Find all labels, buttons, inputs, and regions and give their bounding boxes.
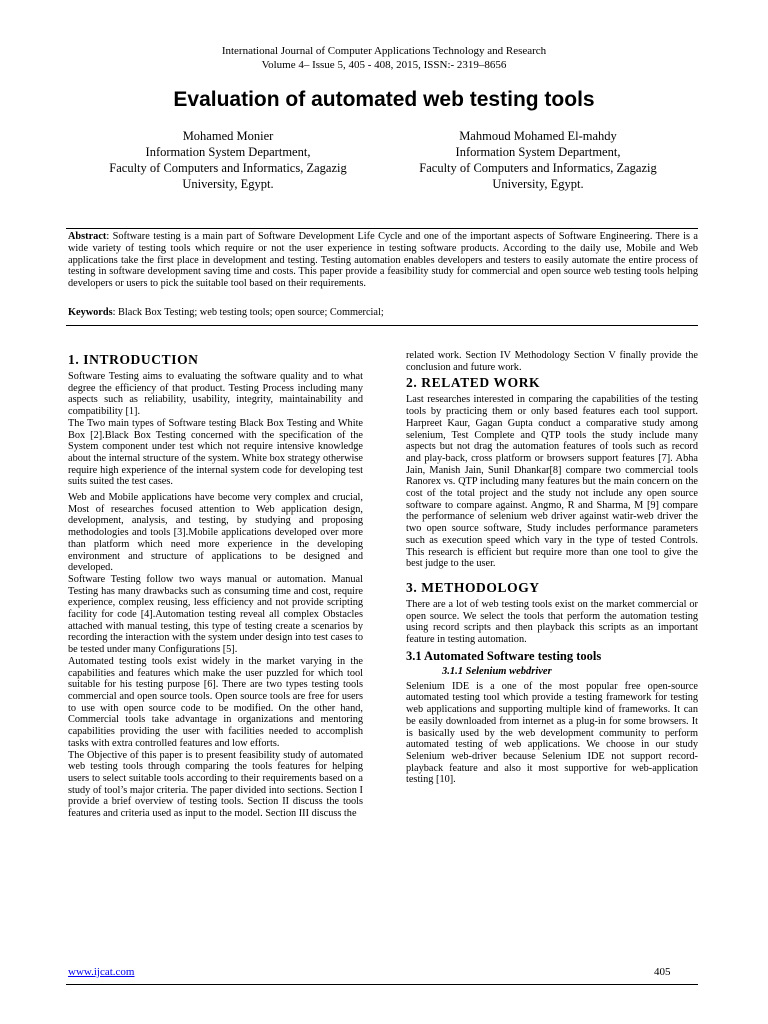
- journal-name: International Journal of Computer Applications Technology and Research: [221, 45, 547, 57]
- keywords-text: : Black Box Testing; web testing tools; open source; Commercial;: [112, 307, 384, 318]
- author-department: Information System Department,: [145, 145, 311, 159]
- footer-divider: [66, 984, 698, 985]
- abstract: [68, 231, 698, 290]
- paragraph: Software Testing aims to evaluating the software quality and to what degree the efficiency of that product. Testing Process including many aspects such as reliability, usability, integrity, maintainability and compatibility [1].: [68, 371, 363, 418]
- paper-title: Evaluation of automated web testing tools: [173, 88, 595, 111]
- journal-website-link[interactable]: www.ijcat.com: [68, 966, 135, 978]
- author-department: Information System Department,: [455, 145, 621, 159]
- paragraph: Last researches interested in comparing the capabilities of the testing tools by practicing them or only based features each tool support. Harpreet Kaur, Gagan Gupta conduct a comparative study among selenium, Test Complete and QTP tools the study include many aspects but not drag the automation features of tools such as record and play-back, cross platform or browsers support features [7]. Abha Jain, Manish Jain, Sunil Dhankar[8] compare two commercial tools Ranorex vs. QTP including many features but the main concern on the cost of the total project and the study not include any open source software to compare against. Angmo, R and Sharma, M [9] compare the performance of selenium web driver against watir-web driver the two open source software, Study includes performance parameters such as execution speed which vary in the type of tested Controls. This research is efficient but require more than one tool to give the best judge to the user.: [406, 394, 698, 570]
- author-faculty: Faculty of Computers and Informatics, Zagazig: [419, 161, 657, 175]
- section-heading-methodology: 3. METHODOLOGY: [406, 579, 540, 595]
- keywords: [68, 307, 698, 319]
- page-number: 405: [654, 966, 671, 978]
- paragraph: There are a lot of web testing tools exist on the market commercial or open source. We select the tools that perform the automation testing using record scripts and then playback this scripts as an important feature in testing automation.: [406, 598, 698, 646]
- abstract-text: : Software testing is a main part of Software Development Life Cycle and one of the important aspects of Software Engineering. There is a wide variety of testing tools which require or not the user experience in testing software products. According to the daily use, Mobile and Web applications take the first place in development and testing. Testing automation enables developers and testers to easily automate the entire process of testing in software development saving time and costs. This paper provide a feasibility study for commercial and open source web testing tools helping developers or users to pick the suitable tool based on their requirements.: [68, 231, 698, 290]
- section-heading-introduction: 1. INTRODUCTION: [68, 352, 199, 367]
- author-block-1: [68, 128, 388, 192]
- author-university: University, Egypt.: [182, 177, 274, 191]
- left-column: [68, 350, 363, 820]
- subsection-heading: 3.1 Automated Software testing tools: [406, 648, 602, 663]
- paragraph: related work. Section IV Methodology Section V finally provide the conclusion and future work.: [406, 350, 698, 373]
- author-name: Mahmoud Mohamed El-mahdy: [459, 129, 617, 143]
- paragraph: The Objective of this paper is to present feasibility study of automated web testing tools through comparing the tools features for helping users to select suitable tools according to their requirements based on a study of tool’s major criteria. The paper divided into sections. Section I provide a brief overview of testing tools. Section II discuss the tools features and criteria used as input to the model. Section III discuss the: [68, 749, 363, 820]
- keywords-label: Keywords: [68, 307, 113, 318]
- journal-volume: Volume 4– Issue 5, 405 - 408, 2015, ISSN:- 2319–8656: [261, 59, 507, 71]
- paragraph: Software Testing follow two ways manual or automation. Manual Testing has many drawbacks such as consuming time and cost, require experience, complex reusing, less efficiency and not provide scripting facility for code [4].Automation testing reveal all complex Obstacles attached with manual testing, this type of testing create a scenarios by recording the interaction with the system under design into test cases to be tested under many Configurations [5].: [68, 573, 363, 656]
- paragraph: Web and Mobile applications have become very complex and crucial, Most of researches focused attention to Web application design, development, analysis, and testing, by studying and proposing methodologies and tools [3].Mobile applications developed over more than platform which need more experience in the developing environment and structure of applications to be designed and developed.: [68, 492, 363, 574]
- section-heading-related-work: 2. RELATED WORK: [406, 375, 541, 391]
- author-university: University, Egypt.: [492, 177, 584, 191]
- paragraph: Selenium IDE is a one of the most popular free open-source automated testing tool which provide a testing framework for testing web applications and supporting multiple kind of frameworks. It can be easily downloaded from internet as a plug-in for some browsers. It is basically used by the web development community to perform automated testing of web applications. We choose in our study Selenium web-driver because Selenium IDE not support record-playback feature and also it most supportive for web-application testing [10].: [406, 680, 698, 786]
- author-name: Mohamed Monier: [182, 129, 274, 143]
- paragraph: The Two main types of Software testing Black Box Testing and White Box [2].Black Box Testing concerned with the specification of the System component under test which not require intensive knowledge about the internal structure of the system. White box strategy otherwise require high experience of the internal system code for developing test suits suited the test cases.: [68, 417, 363, 488]
- author-faculty: Faculty of Computers and Informatics, Zagazig: [109, 161, 347, 175]
- right-column: [406, 350, 698, 786]
- subsubsection-heading: 3.1.1 Selenium webdriver: [442, 665, 552, 677]
- paragraph: Automated testing tools exist widely in the market varying in the capabilities and features which make the user puzzled for which tool suitable for his testing purpose [6]. There are two types testing tools commercial and open source tools. Open source tools are free for users to use with open source code to be modified. On the other hand, Commercial tools take advantage in organizations and mentoring capabilities providing the user with facilities needed to accomplish tasks with extra controlled features and low efforts.: [68, 655, 363, 749]
- abstract-label: Abstract: [68, 231, 107, 242]
- author-block-2: [378, 128, 698, 192]
